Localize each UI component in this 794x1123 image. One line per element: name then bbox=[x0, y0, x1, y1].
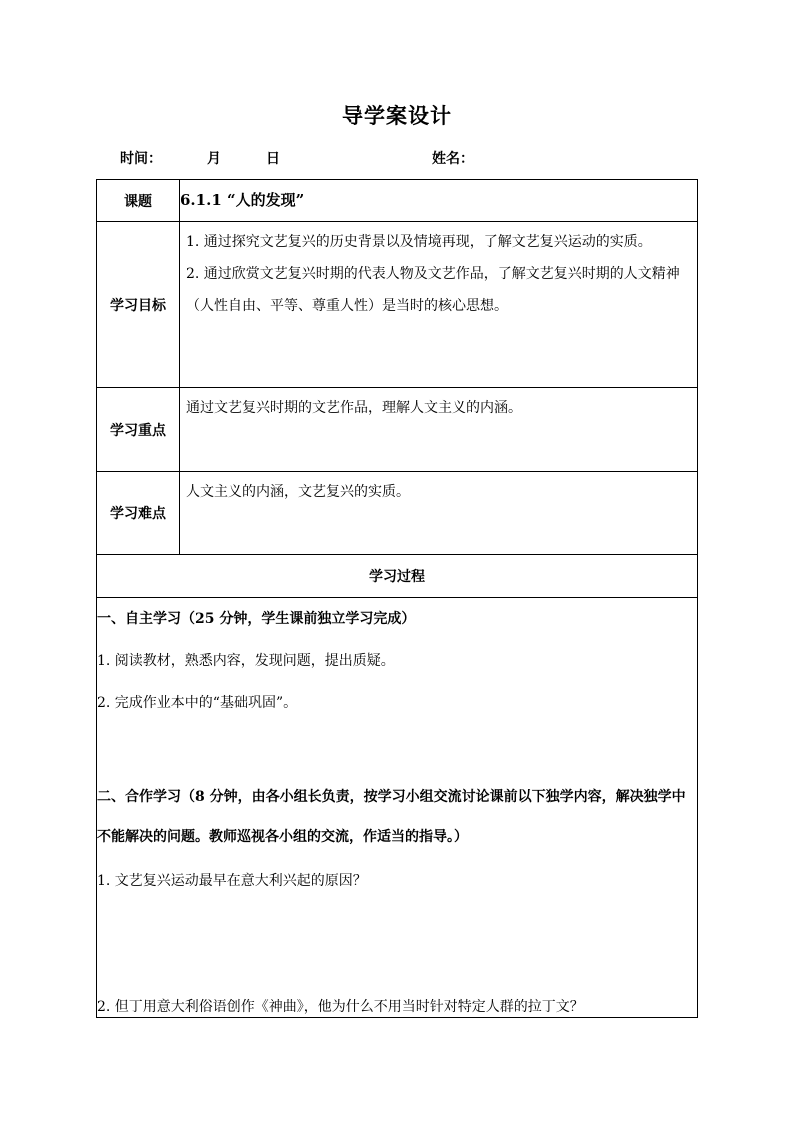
goal-item: 2. 通过欣赏文艺复兴时期的代表人物及文艺作品，了解文艺复兴时期的人文精神（人性自由、平等、尊重人性）是当时的核心思想。 bbox=[186, 266, 680, 314]
month-label: 月 bbox=[207, 151, 221, 167]
section2-item: 1. 文艺复兴运动最早在意大利兴起的原因？ bbox=[97, 873, 367, 889]
difficulty-row bbox=[97, 472, 698, 555]
goals-cell bbox=[180, 222, 698, 388]
lesson-plan-table bbox=[96, 179, 698, 1018]
section1-title: 一、自主学习（25 分钟，学生课前独立学习完成） bbox=[97, 611, 416, 627]
topic-row bbox=[97, 180, 698, 222]
topic-label: 课题 bbox=[97, 180, 180, 222]
section1-item: 2. 完成作业本中的“基础巩固”。 bbox=[97, 695, 298, 711]
focus-row bbox=[97, 388, 698, 472]
focus-label: 学习重点 bbox=[97, 388, 180, 472]
section2-title: 二、合作学习（8 分钟，由各小组长负责，按学习小组交流讨论课前以下独学内容，解决独学中不能解决的问题。教师巡视各小组的交流，作适当的指导。） bbox=[97, 789, 686, 845]
difficulty-label: 学习难点 bbox=[97, 472, 180, 555]
name-label: 姓名： bbox=[432, 151, 474, 167]
difficulty-value: 人文主义的内涵，文艺复兴的实质。 bbox=[186, 484, 410, 500]
focus-value: 通过文艺复兴时期的文艺作品，理解人文主义的内涵。 bbox=[186, 400, 522, 416]
difficulty-cell bbox=[180, 472, 698, 555]
process-cell bbox=[97, 598, 698, 1018]
day-label: 日 bbox=[266, 151, 280, 167]
section2-item: 2. 但丁用意大利俗语创作《神曲》，他为什么不用当时针对特定人群的拉丁文？ bbox=[97, 999, 584, 1015]
focus-cell bbox=[180, 388, 698, 472]
process-row bbox=[97, 598, 698, 1018]
page-title: 导学案设计 bbox=[342, 103, 452, 128]
goals-row bbox=[97, 222, 698, 388]
topic-value: 6.1.1 “人的发现” bbox=[180, 180, 698, 222]
process-header-row bbox=[97, 555, 698, 598]
goals-label: 学习目标 bbox=[97, 222, 180, 388]
time-label: 时间： bbox=[120, 151, 162, 167]
process-label: 学习过程 bbox=[97, 555, 698, 598]
section1-item: 1. 阅读教材，熟悉内容，发现问题，提出质疑。 bbox=[97, 653, 395, 669]
goal-item: 1. 通过探究文艺复兴的历史背景以及情境再现，了解文艺复兴运动的实质。 bbox=[186, 234, 652, 250]
